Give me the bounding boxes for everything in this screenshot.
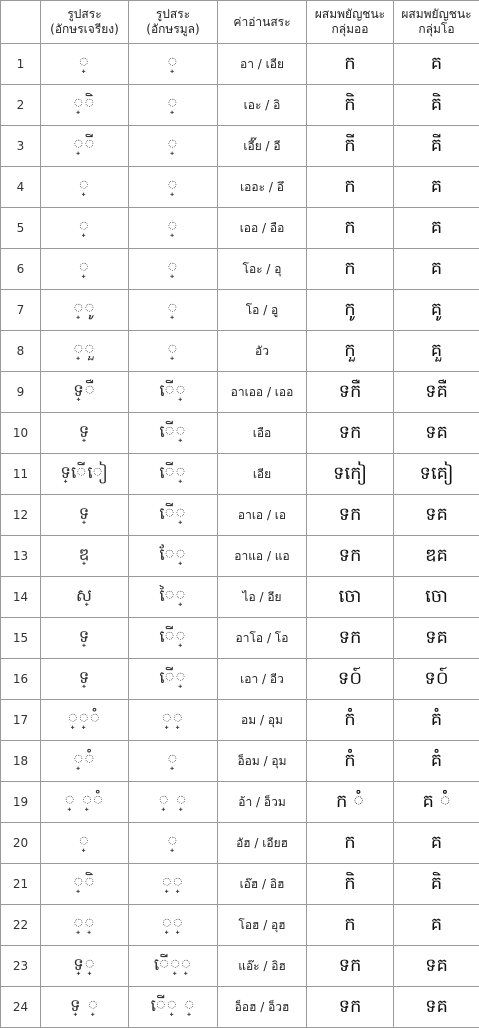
table-row <box>1 823 479 864</box>
table-row <box>1 864 479 905</box>
combo-oo-group: ទគ <box>394 413 479 454</box>
vowel-form-base: ើ◌្ <box>129 618 218 659</box>
combo-oo-group: ឌគ <box>394 536 479 577</box>
vowel-reading: อาเอ / เอ <box>218 495 307 536</box>
vowel-form-base: ៃ◌្ <box>129 577 218 618</box>
vowel-form-full: ◌្◌ំ <box>41 741 129 782</box>
vowel-form-base: ◌្ <box>129 741 218 782</box>
vowel-reading: เอือ <box>218 413 307 454</box>
vowel-reading: อาเออ / เออ <box>218 372 307 413</box>
table-row <box>1 372 479 413</box>
vowel-form-full: ស្ <box>41 577 129 618</box>
row-number: 16 <box>1 659 41 700</box>
row-number: 6 <box>1 249 41 290</box>
combo-o-group: កិ <box>307 864 394 905</box>
vowel-form-base: ែ◌្ <box>129 536 218 577</box>
combo-o-group: កិ <box>307 85 394 126</box>
row-number: 1 <box>1 44 41 85</box>
vowel-form-full: ◌្◌ី <box>41 126 129 167</box>
row-number: 12 <box>1 495 41 536</box>
row-number: 5 <box>1 208 41 249</box>
row-number: 23 <box>1 946 41 987</box>
row-number: 8 <box>1 331 41 372</box>
vowel-form-full: ទ្ <box>41 659 129 700</box>
vowel-form-full: ◌្ <box>41 208 129 249</box>
row-number: 4 <box>1 167 41 208</box>
row-number: 14 <box>1 577 41 618</box>
vowel-form-base: ◌្ <box>129 249 218 290</box>
vowel-form-base: ◌្ <box>129 823 218 864</box>
row-number: 7 <box>1 290 41 331</box>
combo-o-group: ក <box>307 905 394 946</box>
combo-o-group: ក <box>307 208 394 249</box>
vowel-form-full: ទ្ <box>41 495 129 536</box>
header-form-full <box>41 1 129 44</box>
header-form-base-line1: รูปสระ <box>129 7 217 22</box>
combo-oo-group: ទគ <box>394 946 479 987</box>
table-row <box>1 208 479 249</box>
vowel-form-base: ើ◌្◌្ <box>129 946 218 987</box>
combo-oo-group: គ <box>394 823 479 864</box>
vowel-reading: อ็อฮ / อ็วฮ <box>218 987 307 1028</box>
row-number: 19 <box>1 782 41 823</box>
combo-o-group: ក <box>307 249 394 290</box>
combo-o-group: ក <box>307 44 394 85</box>
vowel-reading: อา / เอีย <box>218 44 307 85</box>
table-row <box>1 741 479 782</box>
vowel-form-base: ◌្ <box>129 208 218 249</box>
row-number: 11 <box>1 454 41 495</box>
combo-oo-group: ទគ <box>394 987 479 1028</box>
combo-o-group: ទក <box>307 413 394 454</box>
combo-oo-group: គី <box>394 126 479 167</box>
vowel-form-full: ទ្ <box>41 618 129 659</box>
combo-oo-group: ទគ <box>394 495 479 536</box>
table-row <box>1 85 479 126</box>
vowel-reading: โอฮ / อุฮ <box>218 905 307 946</box>
combo-o-group: ទកឺ <box>307 372 394 413</box>
vowel-form-full: ◌្ <box>41 167 129 208</box>
row-number: 2 <box>1 85 41 126</box>
vowel-form-full: ទ្◌ឺ <box>41 372 129 413</box>
vowel-form-base: ើ◌្ <box>129 372 218 413</box>
vowel-form-base: ◌្ <box>129 331 218 372</box>
header-row <box>1 1 479 44</box>
vowel-reading: ไอ / อีย <box>218 577 307 618</box>
vowel-reading: อาโอ / โอ <box>218 618 307 659</box>
table-row <box>1 249 479 290</box>
table-row <box>1 659 479 700</box>
table-row <box>1 987 479 1028</box>
table-row <box>1 700 479 741</box>
vowel-form-full: ◌្ <box>41 44 129 85</box>
combo-oo-group: គ ំ <box>394 782 479 823</box>
vowel-form-full: ទ្ ◌្ <box>41 987 129 1028</box>
vowel-form-base: ◌្◌្ <box>129 905 218 946</box>
vowel-reading: แอ๊ะ / อิฮ <box>218 946 307 987</box>
table-header <box>1 1 479 44</box>
row-number: 10 <box>1 413 41 454</box>
table-row <box>1 290 479 331</box>
vowel-form-full: ◌្◌ូ <box>41 290 129 331</box>
combo-oo-group: គំ <box>394 741 479 782</box>
vowel-reading: เอี๊ย / อี <box>218 126 307 167</box>
combo-oo-group: គ <box>394 44 479 85</box>
combo-o-group: កំ <box>307 741 394 782</box>
vowel-reading: อ็อม / อุม <box>218 741 307 782</box>
vowel-form-full: ទ្ើ◌ៀ <box>41 454 129 495</box>
vowel-form-full: ◌្◌្◌ំ <box>41 700 129 741</box>
vowel-form-base: ើ◌្ <box>129 454 218 495</box>
row-number: 3 <box>1 126 41 167</box>
combo-oo-group: គំ <box>394 700 479 741</box>
combo-oo-group: គួ <box>394 331 479 372</box>
combo-oo-group: គ <box>394 249 479 290</box>
row-number: 13 <box>1 536 41 577</box>
header-combo-oo <box>394 1 479 44</box>
vowel-form-full: ◌្◌្ <box>41 905 129 946</box>
combo-o-group: ចោ <box>307 577 394 618</box>
vowel-reading: เออ / อือ <box>218 208 307 249</box>
combo-o-group: ទក <box>307 495 394 536</box>
vowel-form-base: ◌្ <box>129 290 218 331</box>
combo-o-group: ក ំ <box>307 782 394 823</box>
vowel-form-base: ◌្ <box>129 167 218 208</box>
table-row <box>1 946 479 987</box>
table-row <box>1 536 479 577</box>
vowel-form-base: ើ◌្ ◌្ <box>129 987 218 1028</box>
combo-oo-group: ទគ <box>394 618 479 659</box>
combo-oo-group: គ <box>394 167 479 208</box>
combo-o-group: ក <box>307 823 394 864</box>
vowel-form-base: ◌្ <box>129 85 218 126</box>
table-row <box>1 782 479 823</box>
table-row <box>1 618 479 659</box>
vowel-form-base: ◌្◌្ <box>129 864 218 905</box>
combo-oo-group: គ <box>394 208 479 249</box>
combo-o-group: កំ <box>307 700 394 741</box>
combo-o-group: កី <box>307 126 394 167</box>
vowel-reading: โอะ / อุ <box>218 249 307 290</box>
vowel-form-full: ◌្ <box>41 249 129 290</box>
combo-o-group: កូ <box>307 290 394 331</box>
row-number: 17 <box>1 700 41 741</box>
header-combo-o-line1: ผสมพยัญชนะ <box>307 7 393 22</box>
vowel-form-base: ើ◌្ <box>129 659 218 700</box>
vowel-reading: เอา / อีว <box>218 659 307 700</box>
vowel-form-full: ◌្ <box>41 823 129 864</box>
table-row <box>1 126 479 167</box>
table-row <box>1 331 479 372</box>
vowel-form-full: ◌្◌ិ <box>41 85 129 126</box>
vowel-reading: โอ / อู <box>218 290 307 331</box>
combo-oo-group: ចោ <box>394 577 479 618</box>
vowel-form-base: ◌្ <box>129 44 218 85</box>
table-row <box>1 454 479 495</box>
header-form-base <box>129 1 218 44</box>
vowel-reading: อัฮ / เอียฮ <box>218 823 307 864</box>
header-combo-o-line2: กลุ่มออ <box>307 22 393 37</box>
table-row <box>1 905 479 946</box>
table-row <box>1 495 479 536</box>
combo-o-group: ទក <box>307 618 394 659</box>
combo-o-group: កួ <box>307 331 394 372</box>
row-number: 9 <box>1 372 41 413</box>
combo-oo-group: គិ <box>394 85 479 126</box>
header-combo-o <box>307 1 394 44</box>
combo-o-group: ទក <box>307 987 394 1028</box>
table-body <box>1 44 479 1028</box>
vowel-reading: เอะ / อิ <box>218 85 307 126</box>
vowel-form-base: ើ◌្ <box>129 413 218 454</box>
row-number: 20 <box>1 823 41 864</box>
combo-o-group: ទក <box>307 946 394 987</box>
row-number: 21 <box>1 864 41 905</box>
vowel-form-full: ទ្◌្ <box>41 946 129 987</box>
header-form-base-line2: (อักษรมูล) <box>129 22 217 37</box>
combo-oo-group: គ <box>394 905 479 946</box>
table-row <box>1 167 479 208</box>
vowel-reading: เอ๊ฮ / อิฮ <box>218 864 307 905</box>
vowel-form-full: ◌្◌ួ <box>41 331 129 372</box>
combo-oo-group: ទ០៍ <box>394 659 479 700</box>
table-row <box>1 413 479 454</box>
combo-oo-group: ទគឺ <box>394 372 479 413</box>
vowel-form-full: ◌្ ◌្◌ំ <box>41 782 129 823</box>
vowel-reading: อ้า / อ็วม <box>218 782 307 823</box>
combo-oo-group: ទគៀ <box>394 454 479 495</box>
combo-oo-group: គិ <box>394 864 479 905</box>
vowel-form-full: ◌្◌ិ <box>41 864 129 905</box>
row-number: 24 <box>1 987 41 1028</box>
vowel-reading: อาแอ / แอ <box>218 536 307 577</box>
header-combo-oo-line2: กลุ่มโอ <box>394 22 479 37</box>
combo-o-group: ក <box>307 167 394 208</box>
row-number: 15 <box>1 618 41 659</box>
vowel-reading: เออะ / อึ <box>218 167 307 208</box>
combo-oo-group: គូ <box>394 290 479 331</box>
vowel-reading: เอีย <box>218 454 307 495</box>
header-form-full-line2: (อักษรเจรียง) <box>41 22 128 37</box>
vowel-form-base: ◌្ <box>129 126 218 167</box>
table-row <box>1 44 479 85</box>
header-num <box>1 1 41 44</box>
vowel-reading: อัว <box>218 331 307 372</box>
vowel-form-base: ◌្ ◌្ <box>129 782 218 823</box>
table-row <box>1 577 479 618</box>
combo-o-group: ទក <box>307 536 394 577</box>
vowel-reading: อม / อุม <box>218 700 307 741</box>
vowel-form-full: ឌ្ <box>41 536 129 577</box>
row-number: 18 <box>1 741 41 782</box>
combo-o-group: ទ០៍ <box>307 659 394 700</box>
header-combo-oo-line1: ผสมพยัญชนะ <box>394 7 479 22</box>
row-number: 22 <box>1 905 41 946</box>
header-reading: ค่าอ่านสระ <box>218 1 307 44</box>
combo-o-group: ទកៀ <box>307 454 394 495</box>
vowel-form-full: ទ្ <box>41 413 129 454</box>
header-form-full-line1: รูปสระ <box>41 7 128 22</box>
vowel-form-base: ◌្◌្ <box>129 700 218 741</box>
vowel-form-base: ើ◌្ <box>129 495 218 536</box>
